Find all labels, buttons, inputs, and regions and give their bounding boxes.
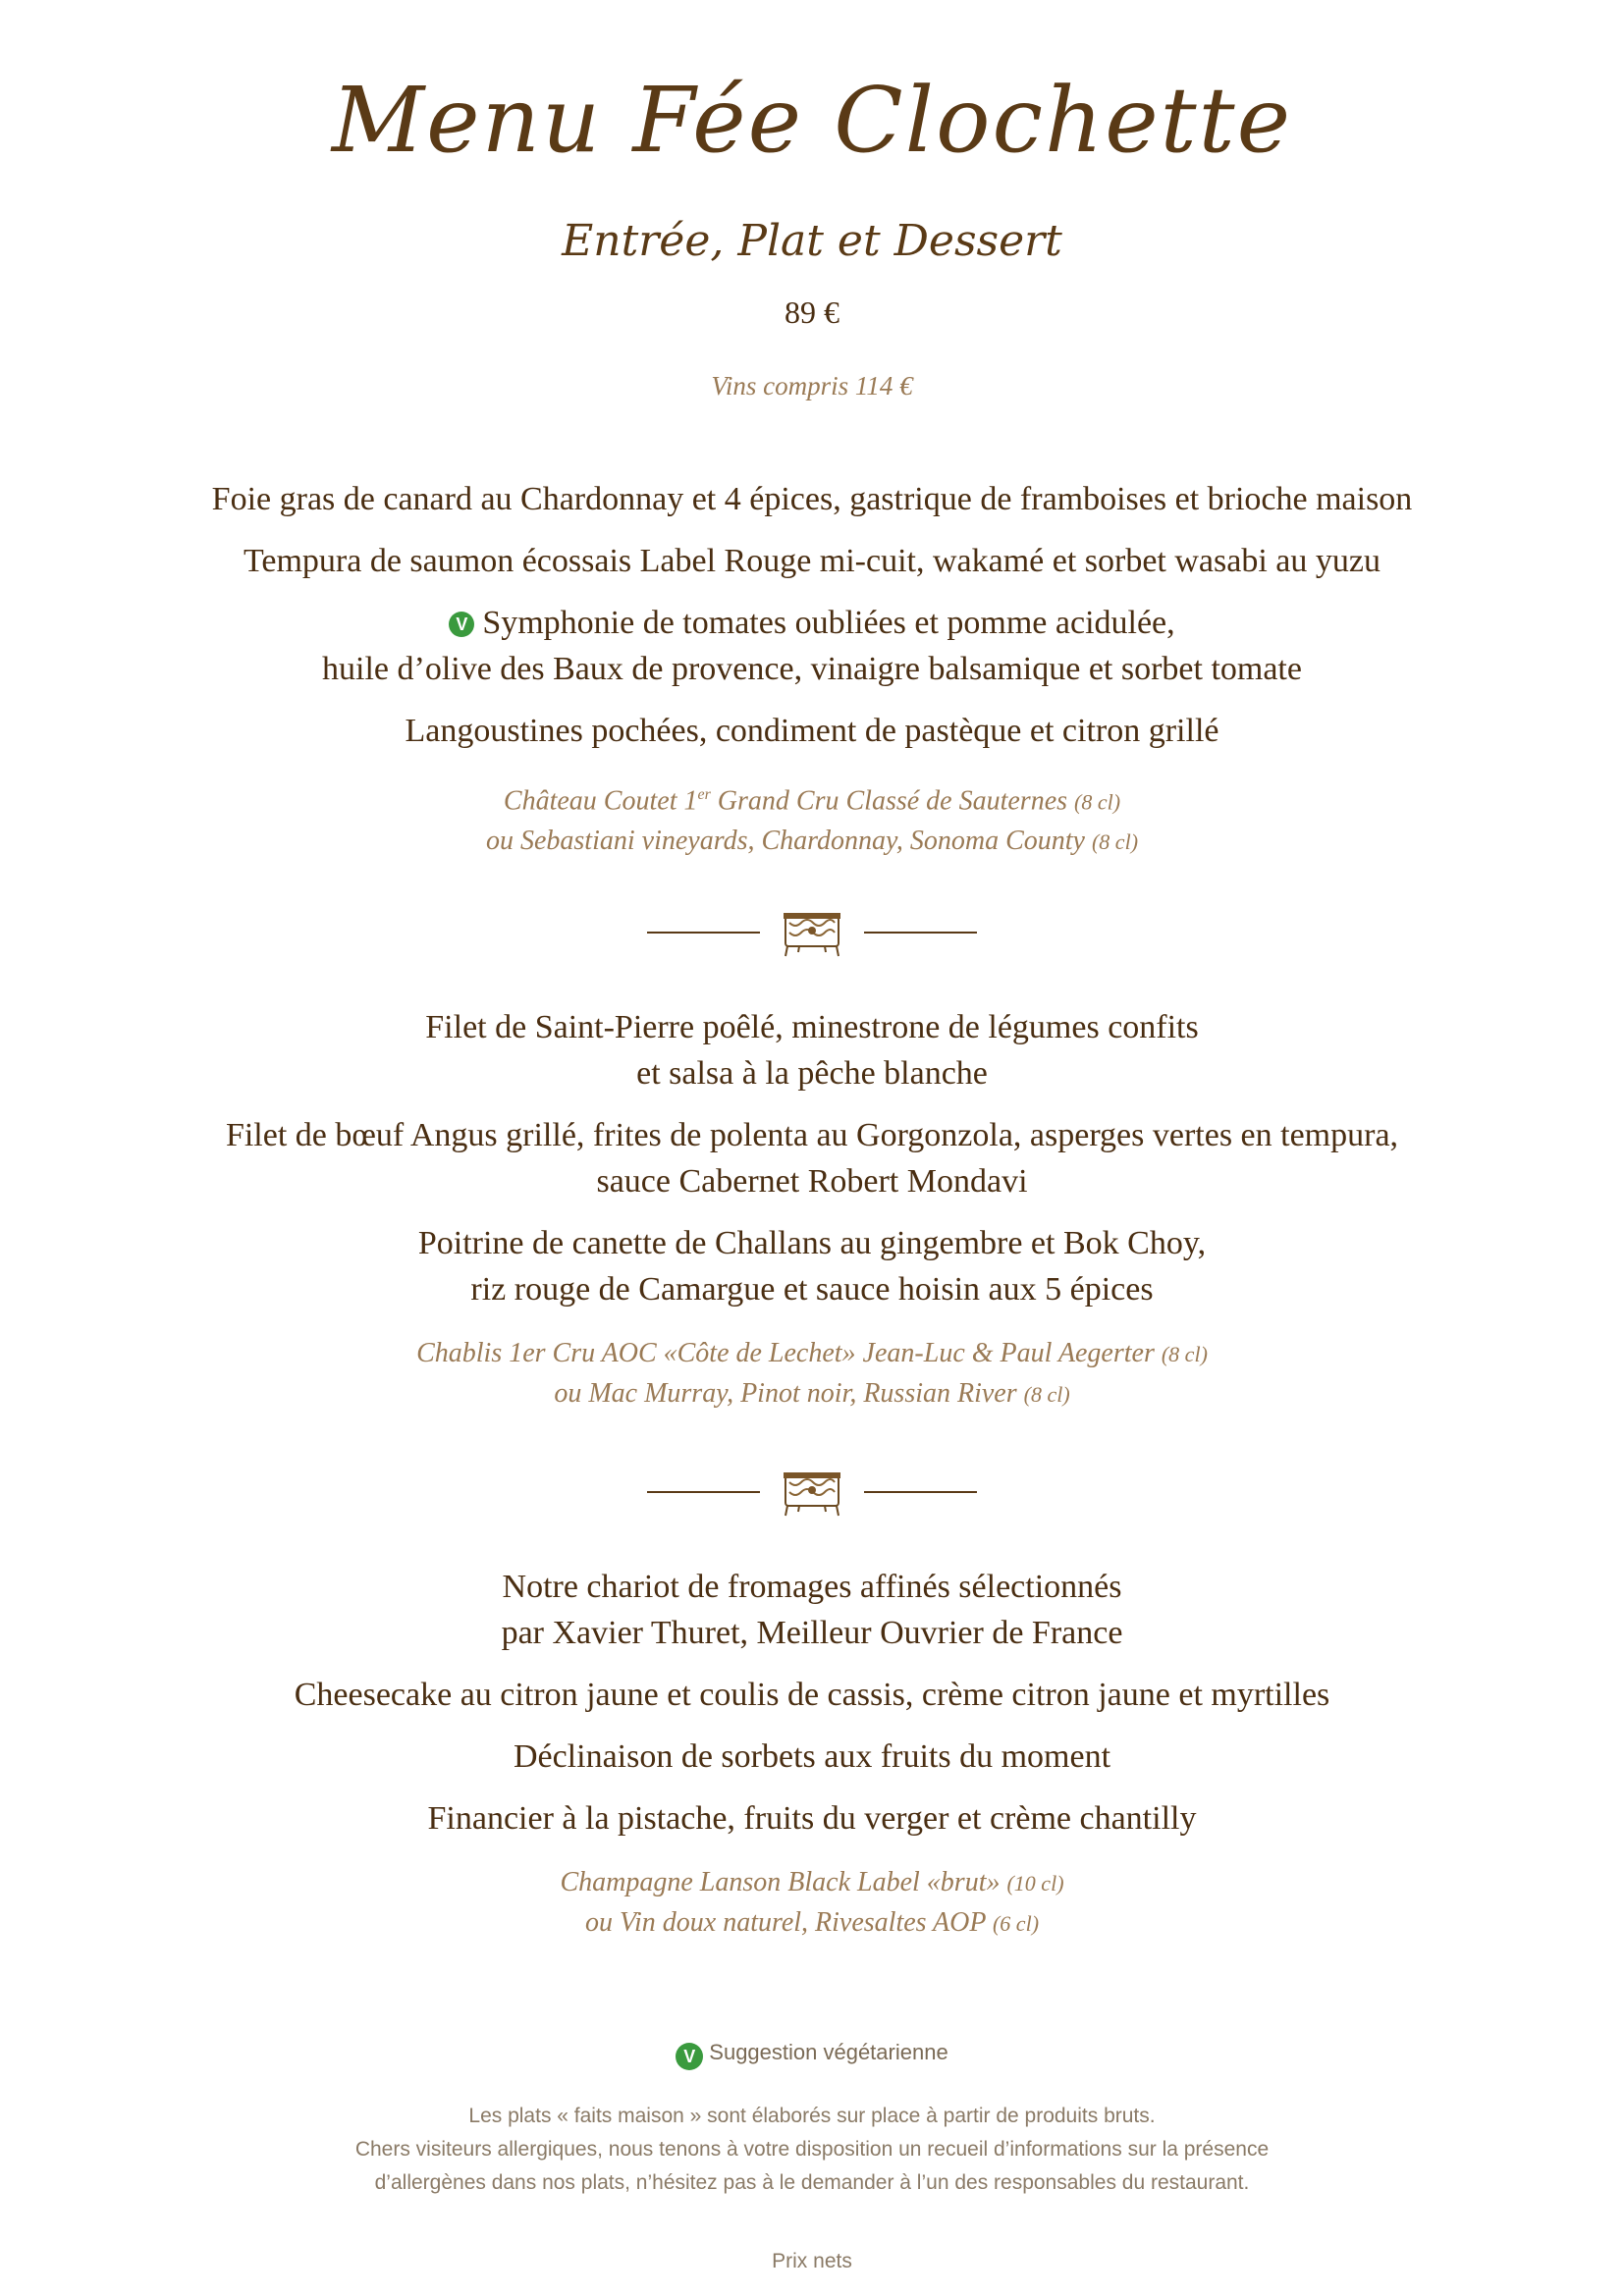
dish-line: Tempura de saumon écossais Label Rouge mi-cuit, wakamé et sorbet wasabi au yuzu xyxy=(244,543,1380,579)
wine-suggestion: ou Sebastiani vineyards, Chardonnay, Sonoma County (8 cl) xyxy=(485,826,1139,857)
vegetarian-icon: V xyxy=(449,612,474,637)
divider-rule xyxy=(864,932,977,934)
wine-quantity: (6 cl) xyxy=(992,1911,1040,1936)
dish-line: et salsa à la pêche blanche xyxy=(636,1055,988,1092)
dish-item xyxy=(0,476,1624,522)
section-divider xyxy=(0,1463,1624,1522)
entrees-section xyxy=(0,476,1624,862)
dish-item xyxy=(0,1564,1624,1656)
vegetarian-icon: V xyxy=(676,2043,703,2070)
dish-line-text: Symphonie de tomates oubliées et pomme acidulée, xyxy=(482,605,1175,641)
dish-line: Filet de Saint-Pierre poêlé, minestrone de légumes confits xyxy=(425,1009,1199,1045)
ornament-chest-icon xyxy=(780,907,844,958)
menu-title: Menu Fée Clochette xyxy=(331,68,1293,173)
ornament-chest-icon xyxy=(780,1467,844,1518)
dish-line: Poitrine de canette de Challans au gingembre et Bok Choy, xyxy=(417,1225,1207,1261)
desserts-section xyxy=(0,1564,1624,1944)
note-line: d’allergènes dans nos plats, n’hésitez pas à le demander à l’un des responsables du restaurant. xyxy=(374,2171,1250,2194)
section-divider xyxy=(0,903,1624,962)
wine-quantity: (8 cl) xyxy=(1161,1342,1208,1366)
menu-subtitle: Entrée, Plat et Dessert xyxy=(562,216,1062,266)
dish-item-vegetarian xyxy=(0,600,1624,692)
wine-quantity: (8 cl) xyxy=(1023,1382,1070,1407)
dish-line: sauce Cabernet Robert Mondavi xyxy=(596,1163,1028,1200)
dish-line: Financier à la pistache, fruits du verger et crème chantilly xyxy=(427,1800,1197,1837)
dish-item xyxy=(0,708,1624,754)
prices-note: Prix nets xyxy=(772,2250,852,2272)
wine-inclusive-price: Vins compris 114 € xyxy=(711,371,913,400)
wine-suggestion: Chablis 1er Cru AOC «Côte de Lechet» Jean-Luc & Paul Aegerter (8 cl) xyxy=(416,1338,1208,1368)
vegetarian-legend xyxy=(0,2040,1624,2070)
legend-label: Suggestion végétarienne xyxy=(709,2040,948,2064)
dish-line: par Xavier Thuret, Meilleur Ouvrier de France xyxy=(501,1615,1123,1651)
wine-suggestion: Château Coutet 1er Grand Cru Classé de Sauternes (8 cl) xyxy=(503,785,1121,817)
dish-line xyxy=(0,600,1624,646)
wine-pairing xyxy=(0,775,1624,862)
dish-line: Cheesecake au citron jaune et coulis de cassis, crème citron jaune et myrtilles xyxy=(294,1677,1330,1713)
wine-pairing xyxy=(0,1863,1624,1944)
wine-quantity: (8 cl) xyxy=(1074,789,1121,815)
wine-suggestion: ou Vin doux naturel, Rivesaltes AOP (6 cl) xyxy=(584,1907,1040,1938)
dish-item xyxy=(0,1220,1624,1312)
dish-item xyxy=(0,1004,1624,1096)
dish-item xyxy=(0,538,1624,584)
allergen-notes xyxy=(0,2100,1624,2200)
wine-quantity: (8 cl) xyxy=(1091,829,1139,855)
note-line: Chers visiteurs allergiques, nous tenons à votre disposition un recueil d’informations sur la présence xyxy=(354,2138,1270,2161)
note-line: Les plats « faits maison » sont élaborés sur place à partir de produits bruts. xyxy=(468,2105,1156,2127)
dish-line: Notre chariot de fromages affinés sélectionnés xyxy=(502,1569,1122,1605)
menu-price: 89 € xyxy=(785,294,839,330)
wine-pairing xyxy=(0,1334,1624,1415)
dish-item xyxy=(0,1672,1624,1718)
dish-line: Déclinaison de sorbets aux fruits du moment xyxy=(513,1738,1111,1775)
dish-line: Foie gras de canard au Chardonnay et 4 épices, gastrique de framboises et brioche maison xyxy=(211,481,1413,517)
dish-item xyxy=(0,1795,1624,1842)
divider-rule xyxy=(864,1491,977,1493)
dish-line: Langoustines pochées, condiment de pastèque et citron grillé xyxy=(405,713,1219,749)
dish-item xyxy=(0,1734,1624,1780)
divider-rule xyxy=(647,1491,760,1493)
wine-quantity: (10 cl) xyxy=(1006,1871,1064,1896)
divider-rule xyxy=(647,932,760,934)
dish-line: riz rouge de Camargue et sauce hoisin aux 5 épices xyxy=(470,1271,1154,1308)
plats-section xyxy=(0,1004,1624,1415)
dish-line: Filet de bœuf Angus grillé, frites de polenta au Gorgonzola, asperges vertes en tempura, xyxy=(225,1117,1399,1153)
wine-suggestion: ou Mac Murray, Pinot noir, Russian River (8 cl) xyxy=(554,1378,1070,1409)
wine-suggestion: Champagne Lanson Black Label «brut» (10 cl) xyxy=(560,1867,1064,1897)
dish-line: huile d’olive des Baux de provence, vinaigre balsamique et sorbet tomate xyxy=(322,651,1302,687)
dish-item xyxy=(0,1112,1624,1204)
